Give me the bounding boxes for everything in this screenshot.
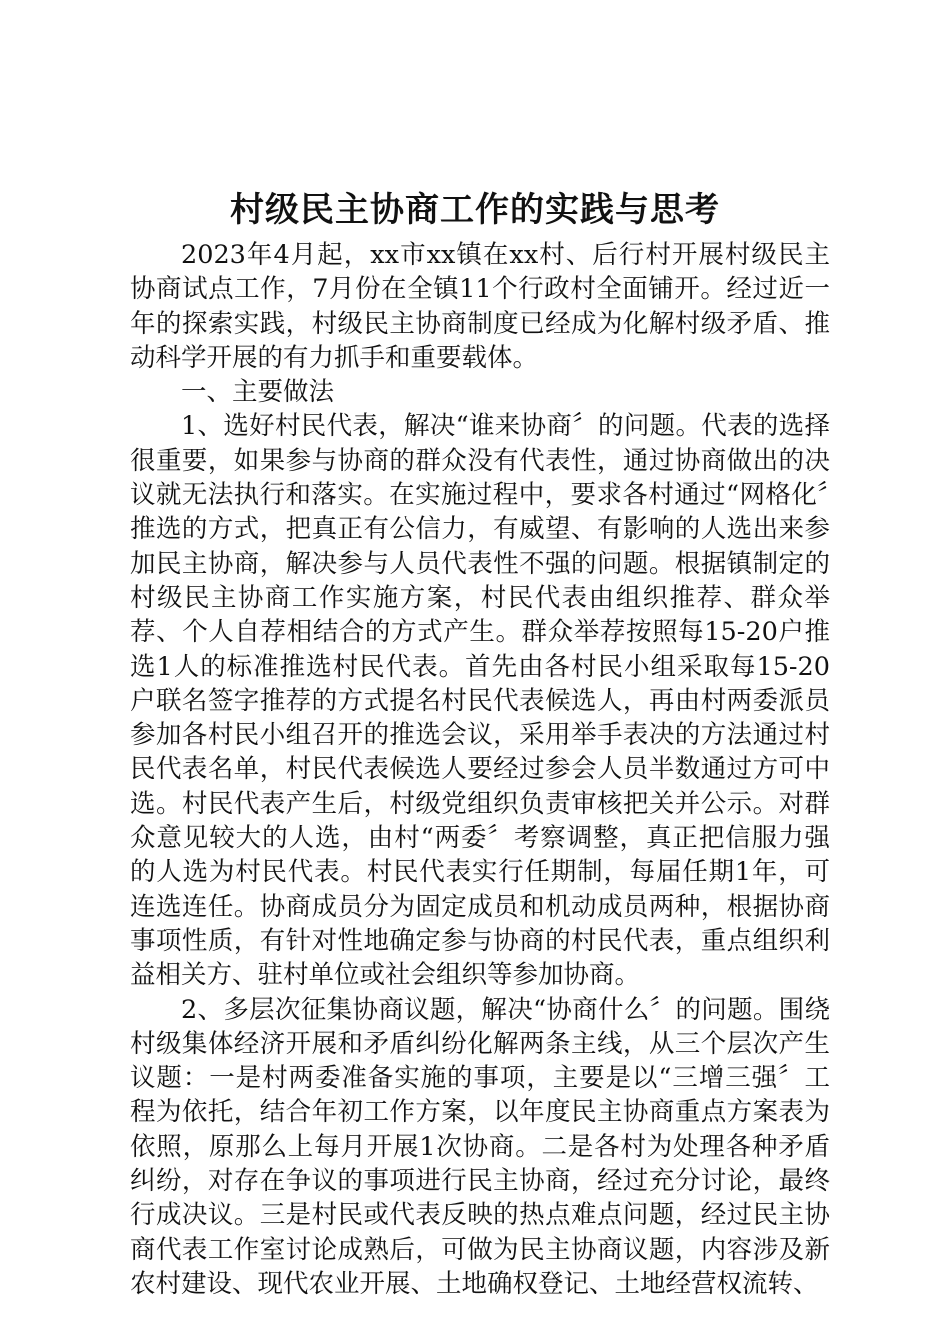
paragraph-collect-topics: 2、多层次征集协商议题，解决“协商什么〞的问题。围绕村级集体经济开展和矛盾纠纷化解两条主线，从三个层次产生议题：一是村两委准备实施的事项，主要是以“三增三强〞工程为依托，结合年初工作方案，以年度民主协商重点方案表为依照，原那么上每月开展1次协商。二是各村为处理各种矛盾纠纷，对存在争议的事项进行民主协商，经过充分讨论，最终行成决议。三是村民或代表反映的热点难点问题，经过民主协商代表工作室讨论成熟后，可做为民主协商议题，内容涉及新农村建设、现代农业开展、土地确权登记、土地经营权流转、 [130, 994, 830, 1299]
document-body [130, 238, 830, 1301]
section-heading-main-practices: 一、主要做法 [181, 377, 335, 408]
paragraph-intro: 2023年4月起，xx市xx镇在xx村、后行村开展村级民主协商试点工作，7月份在全镇11个行政村全面铺开。经过近一年的探索实践，村级民主协商制度已经成为化解村级矛盾、推动科学开展的有力抓手和重要载体。 [130, 240, 830, 373]
paragraph-select-representatives: 1、选好村民代表，解决“谁来协商〞的问题。代表的选择很重要，如果参与协商的群众没有代表性，通过协商做出的决议就无法执行和落实。在实施过程中，要求各村通过“网格化〞推选的方式，把真正有公信力，有威望、有影响的人选出来参加民主协商，解决参与人员代表性不强的问题。根据镇制定的村级民主协商工作实施方案，村民代表由组织推荐、群众举荐、个人自荐相结合的方式产生。群众举荐按照每15-20户推选1人的标准推选村民代表。首先由各村民小组采取每15-20户联名签字推荐的方式提名村民代表候选人，再由村两委派员参加各村民小组召开的推选会议，采用举手表决的方法通过村民代表名单，村民代表候选人要经过参会人员半数通过方可中选。村民代表产生后，村级党组织负责审核把关并公示。对群众意见较大的人选，由村“两委〞考察调整，真正把信服力强的人选为村民代表。村民代表实行任期制，每届任期1年，可连选连任。协商成员分为固定成员和机动成员两种，根据协商事项性质，有针对性地确定参与协商的村民代表，重点组织利益相关方、驻村单位或社会组织等参加协商。 [130, 411, 830, 991]
document-title: 村级民主协商工作的实践与思考 [230, 190, 720, 230]
